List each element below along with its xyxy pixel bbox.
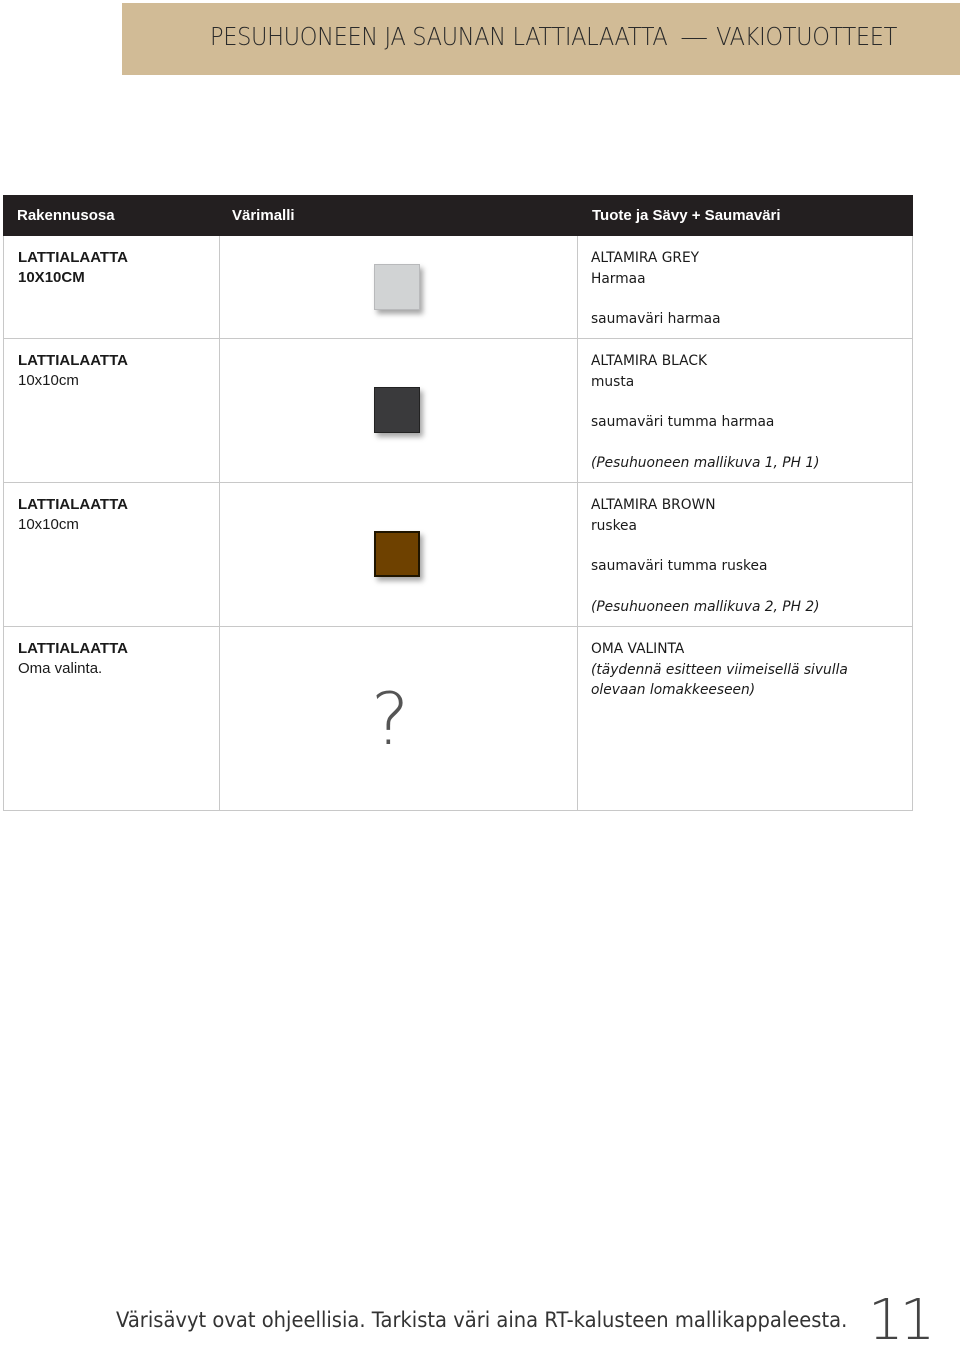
table-row [3, 627, 913, 811]
page-title [210, 22, 897, 51]
product-name: ALTAMIRA BLACK [591, 353, 708, 369]
instruction-line-2: olevaan lomakkeeseen) [591, 682, 756, 698]
part-size: 10x10cm [18, 372, 79, 389]
product-name: ALTAMIRA GREY [591, 250, 700, 266]
table-header [3, 195, 913, 236]
title-main: PESUHUONEEN JA SAUNAN LATTIALAATTA [210, 22, 668, 51]
column-header-product: Tuote ja Sävy + Saumaväri [592, 207, 781, 224]
sample-image-note: (Pesuhuoneen mallikuva 2, PH 2) [591, 598, 820, 615]
part-name: LATTIALAATTA [18, 640, 128, 657]
part-name: LATTIALAATTA [18, 249, 128, 266]
brown-tile-swatch [374, 531, 420, 577]
part-size: 10x10cm [18, 516, 79, 533]
grout-color: saumaväri tumma ruskea [591, 558, 768, 574]
title-sub: VAKIOTUOTTEET [716, 22, 898, 51]
question-mark-icon: ? [371, 677, 410, 761]
black-tile-swatch [374, 387, 420, 433]
page-number: 11 [868, 1288, 932, 1353]
table-row [3, 483, 913, 627]
grout-color: saumaväri tumma harmaa [591, 414, 775, 430]
grey-tile-swatch [374, 264, 420, 310]
footer-note: Värisävyt ovat ohjeellisia. Tarkista väri aina RT-kalusteen mallikappaleesta. [116, 1308, 848, 1332]
product-shade: ruskea [591, 517, 637, 534]
table-row [3, 236, 913, 339]
table-row [3, 339, 913, 483]
part-name: LATTIALAATTA [18, 496, 128, 513]
grout-color: saumaväri harmaa [591, 311, 721, 327]
product-name: OMA VALINTA [591, 641, 685, 657]
part-size: Oma valinta. [18, 660, 103, 677]
sample-image-note: (Pesuhuoneen mallikuva 1, PH 1) [591, 454, 820, 471]
product-shade: musta [591, 373, 635, 390]
part-name: LATTIALAATTA [18, 352, 128, 369]
column-header-color: Värimalli [232, 207, 295, 224]
title-dash [682, 38, 707, 39]
header-band [122, 3, 960, 75]
column-header-part: Rakennusosa [17, 207, 115, 224]
part-size: 10X10CM [18, 269, 85, 286]
product-name: ALTAMIRA BROWN [591, 497, 716, 513]
product-table [3, 195, 913, 811]
instruction-line-1: (täydennä esitteen viimeisellä sivulla [591, 661, 848, 678]
product-shade: Harmaa [591, 270, 646, 287]
